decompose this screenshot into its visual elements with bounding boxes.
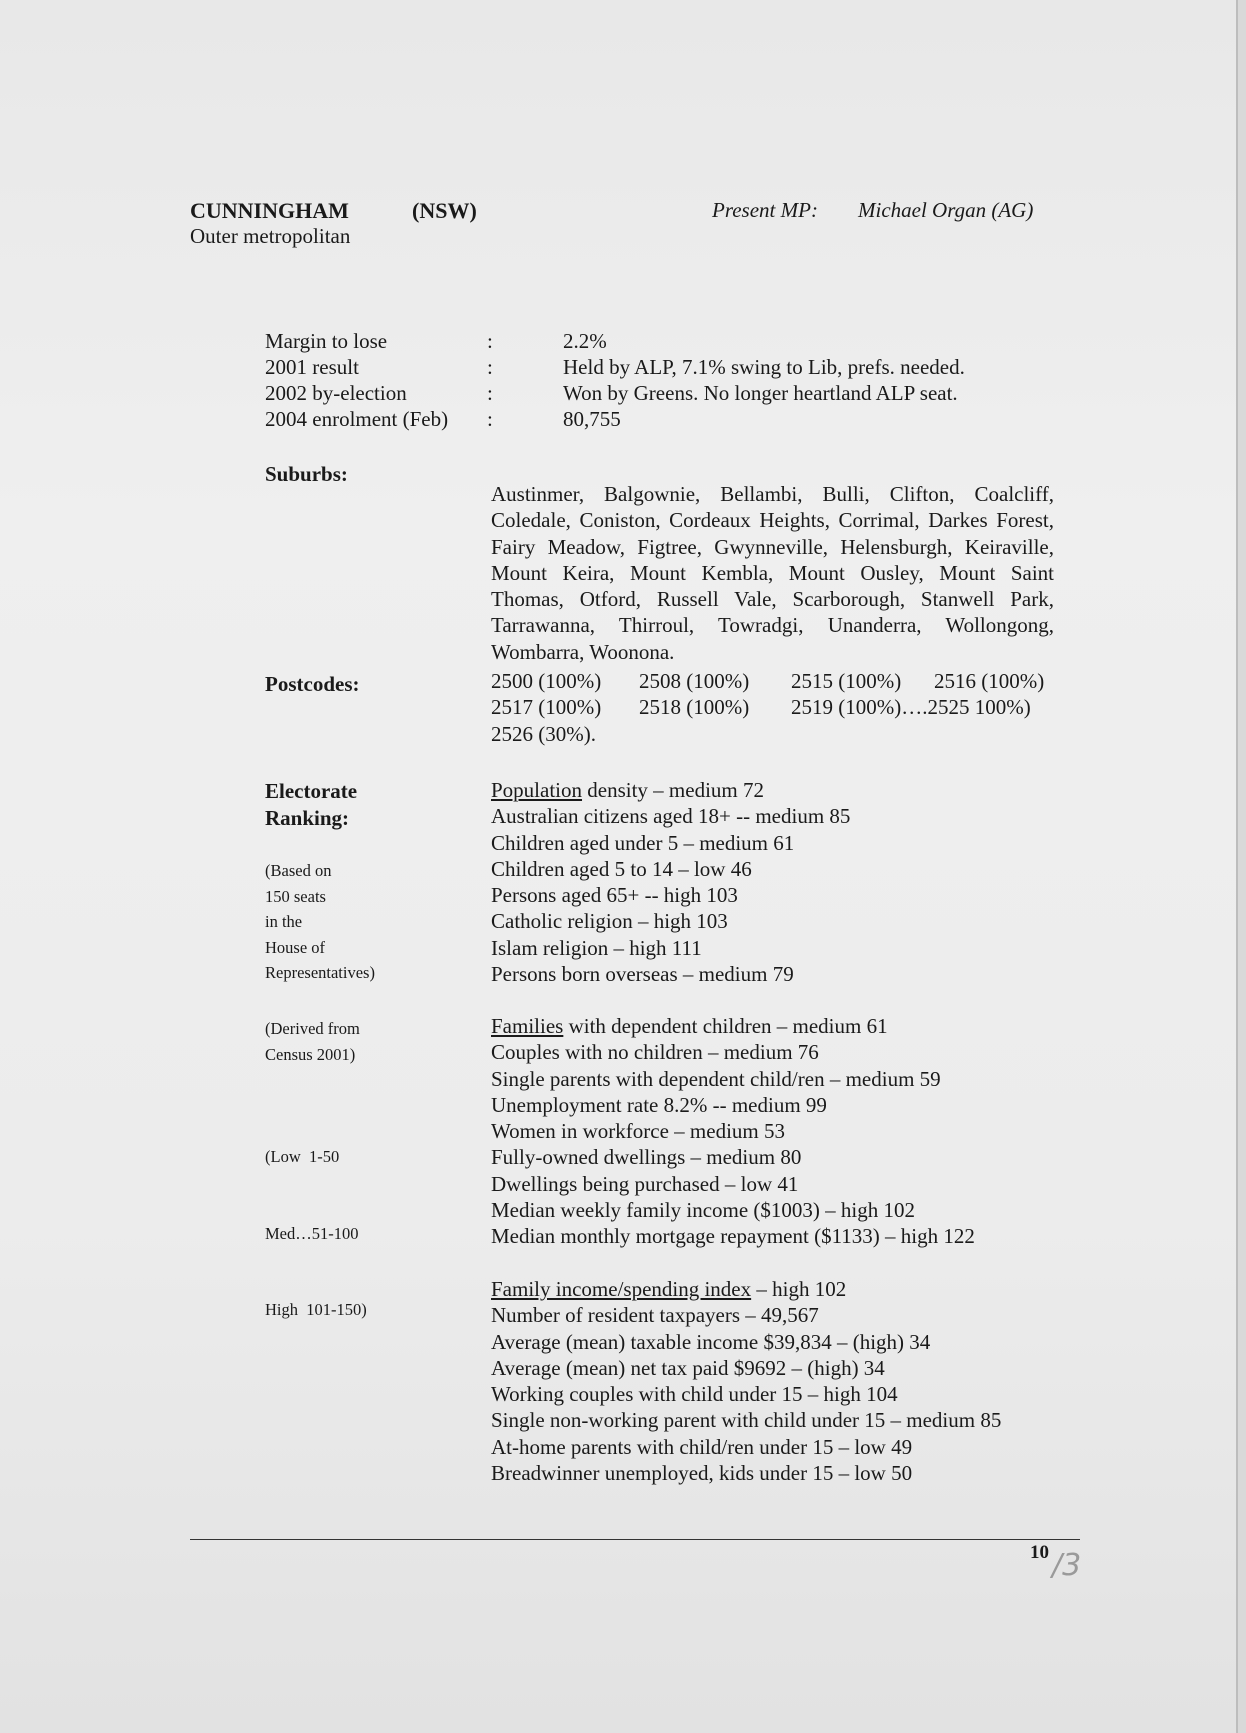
ranking-item-text: with dependent children – medium 61 xyxy=(563,1014,888,1038)
ranking-item: Number of resident taxpayers – 49,567 xyxy=(491,1303,819,1328)
ranking-item: Women in workforce – medium 53 xyxy=(491,1119,785,1144)
present-mp-name: Michael Organ (AG) xyxy=(858,198,1034,222)
fact-value: Held by ALP, 7.1% swing to Lib, prefs. needed. xyxy=(563,355,965,379)
postcode-entry: 2526 (30%). xyxy=(491,721,596,746)
ranking-item: Islam religion – high 111 xyxy=(491,935,702,960)
fact-label: 2002 by-election xyxy=(265,381,407,405)
postcodes-heading: Postcodes: xyxy=(265,672,360,696)
ranking-item: Couples with no children – medium 76 xyxy=(491,1040,819,1065)
ranking-item: Children aged 5 to 14 – low 46 xyxy=(491,856,752,881)
ranking-item-lead: Family income/spending index xyxy=(491,1277,752,1301)
note-line: 150 seats xyxy=(265,886,326,906)
seat-classification: Outer metropolitan xyxy=(190,224,351,248)
ranking-item: Unemployment rate 8.2% -- medium 99 xyxy=(491,1092,827,1117)
ranking-group-population xyxy=(491,777,850,987)
postcode-entry: 2517 (100%) xyxy=(491,695,602,720)
page-number: 10 xyxy=(1030,1542,1049,1563)
ranking-item: Single parents with dependent child/ren – medium 59 xyxy=(491,1066,941,1091)
ranking-group-families xyxy=(491,1013,975,1250)
note-line: House of xyxy=(265,937,326,957)
ranking-group-income xyxy=(491,1276,1001,1486)
ranking-item: Persons born overseas – medium 79 xyxy=(491,962,794,987)
ranking-item-lead: Population xyxy=(491,778,583,802)
fact-value: Won by Greens. No longer heartland ALP seat. xyxy=(563,381,958,405)
note-line: High 101-150) xyxy=(265,1300,367,1319)
ranking-item-text: density – medium 72 xyxy=(582,778,765,802)
ranking-item: Median weekly family income ($1003) – high 102 xyxy=(491,1198,915,1223)
ranking-heading xyxy=(265,778,357,832)
note-line: (Low 1-50 xyxy=(265,1147,340,1166)
ranking-item xyxy=(491,1013,975,1039)
fact-value: 80,755 xyxy=(563,407,621,431)
ranking-item: Median monthly mortgage repayment ($1133) – high 122 xyxy=(491,1224,975,1249)
fact-label: Margin to lose xyxy=(265,329,388,353)
fact-colon: : xyxy=(487,355,493,379)
fact-colon: : xyxy=(487,407,493,431)
ranking-item: Working couples with child under 15 – high 104 xyxy=(491,1382,898,1407)
postcode-entry: 2516 (100%) xyxy=(934,669,1045,693)
facts-labels xyxy=(265,328,448,432)
note-line: in the xyxy=(265,912,303,931)
fact-label: 2004 enrolment (Feb) xyxy=(265,407,449,431)
ranking-heading-line: Ranking: xyxy=(265,806,350,830)
ranking-item-lead: Families xyxy=(491,1014,564,1038)
suburbs-list: Austinmer, Balgownie, Bellambi, Bulli, Clifton, Coalcliff, Coledale, Coniston, Cordeaux Heights, Corrimal, Darkes Forest, Fairy Meadow, Figtree, Gwynneville, Helensburgh, Keiraville, Mount Keira, Mount Kembla, Mount Ousley, Mount Saint Thomas, Otford, Russell Vale, Scarborough, Stanwell Park, Tarrawanna, Thirroul, Towradgi, Unanderra, Wollongong, Wombarra, Woonona. xyxy=(491,482,1054,664)
ranking-item: Children aged under 5 – medium 61 xyxy=(491,830,795,855)
ranking-item: At-home parents with child/ren under 15 – low 49 xyxy=(491,1434,913,1459)
postcode-entry: 2519 (100%)….2525 100%) xyxy=(791,695,1031,720)
postcodes-list xyxy=(491,668,1044,747)
present-mp-label: Present MP: xyxy=(712,198,818,222)
ranking-note-source xyxy=(265,1016,360,1067)
ranking-item: Australian citizens aged 18+ -- medium 85 xyxy=(491,804,851,829)
seat-state: (NSW) xyxy=(412,198,477,223)
ranking-item: Average (mean) net tax paid $9692 – (high) 34 xyxy=(491,1355,885,1380)
note-line: Representatives) xyxy=(265,963,375,982)
note-line: (Derived from xyxy=(265,1019,360,1038)
postcode-entry: 2508 (100%) xyxy=(639,669,750,693)
ranking-item xyxy=(491,777,850,803)
postcode-row xyxy=(491,694,1044,720)
ranking-item: Average (mean) taxable income $39,834 – (high) 34 xyxy=(491,1329,931,1354)
ranking-item xyxy=(491,1276,1001,1302)
seat-name: CUNNINGHAM xyxy=(190,198,349,223)
note-line: (Based on xyxy=(265,861,332,880)
fact-value: 2.2% xyxy=(563,329,607,353)
ranking-note-basis xyxy=(265,858,375,986)
fact-label: 2001 result xyxy=(265,355,359,379)
suburbs-heading: Suburbs: xyxy=(265,462,348,486)
ranking-item: Catholic religion – high 103 xyxy=(491,909,728,934)
ranking-item: Dwellings being purchased – low 41 xyxy=(491,1171,799,1196)
ranking-heading-line: Electorate xyxy=(265,779,358,803)
fact-colon: : xyxy=(487,381,493,405)
ranking-item-text: – high 102 xyxy=(751,1277,847,1301)
ranking-item: Breadwinner unemployed, kids under 15 – low 50 xyxy=(491,1461,913,1486)
ranking-note-scale xyxy=(265,1093,367,1374)
note-line: Census 2001) xyxy=(265,1044,356,1064)
postcode-entry: 2500 (100%) xyxy=(491,669,602,693)
ranking-item: Persons aged 65+ -- high 103 xyxy=(491,883,738,908)
facts-colons xyxy=(487,328,493,432)
ranking-item: Fully-owned dwellings – medium 80 xyxy=(491,1145,802,1170)
handwritten-page-mark: /3 xyxy=(1052,1548,1082,1583)
postcode-row xyxy=(491,721,1044,747)
facts-values xyxy=(563,328,965,432)
note-line: Med…51-100 xyxy=(265,1223,359,1243)
postcode-entry: 2518 (100%) xyxy=(639,695,750,720)
postcode-entry: 2515 (100%) xyxy=(791,669,902,693)
ranking-item: Single non-working parent with child under 15 – medium 85 xyxy=(491,1408,1002,1433)
postcode-row xyxy=(491,668,1044,694)
fact-colon: : xyxy=(487,329,493,353)
footer-rule xyxy=(190,1539,1080,1540)
